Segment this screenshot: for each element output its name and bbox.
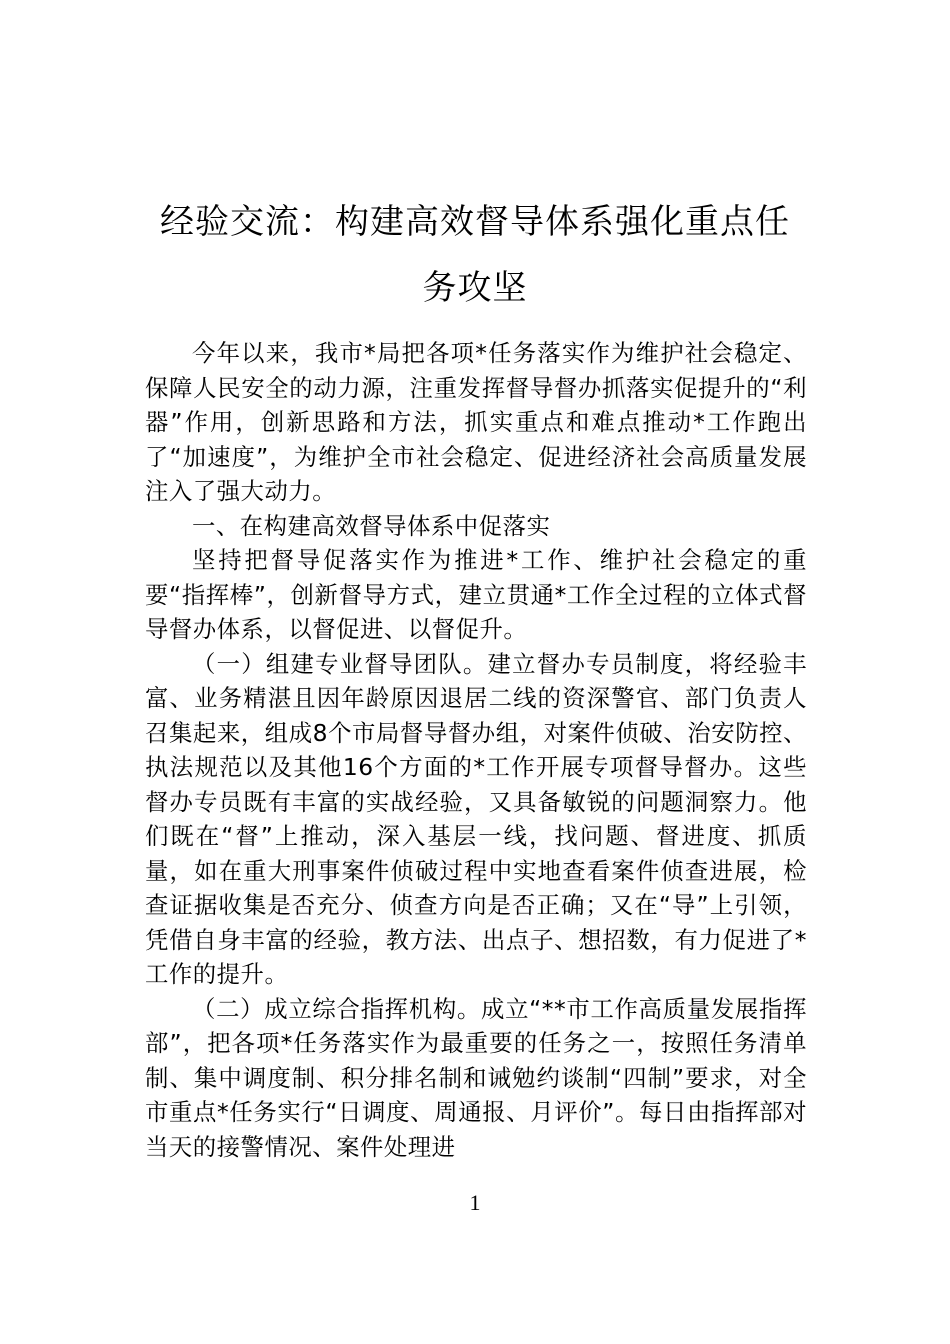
subsection-paragraph-1: （一）组建专业督导团队。建立督办专员制度，将经验丰富、业务精湛且因年龄原因退居二线的资深警官、部门负责人召集起来，组成8个市局督导督办组，对案件侦破、治安防控、执法规范以及其他16个方面的*工作开展专项督导督办。这些督办专员既有丰富的实战经验，又具备敏锐的问题洞察力。他们既在“督”上推动，深入基层一线，找问题、督进度、抓质量，如在重大刑事案件侦破过程中实地查看案件侦查进展，检查证据收集是否充分、侦查方向是否正确；又在“导”上引领，凭借自身丰富的经验，教方法、出点子、想招数，有力促进了*工作的提升。 bbox=[145, 649, 807, 988]
section-heading: 一、在构建高效督导体系中促落实 bbox=[192, 511, 551, 540]
document-body bbox=[145, 336, 807, 1164]
document-title: 经验交流：构建高效督导体系强化重点任务攻坚 bbox=[160, 201, 790, 308]
intro-paragraph: 今年以来，我市*局把各项*任务落实作为维护社会稳定、保障人民安全的动力源，注重发挥督导督办抓落实促提升的“利器”作用，创新思路和方法，抓实重点和难点推动*工作跑出了“加速度”，为维护全市社会稳定、促进经济社会高质量发展注入了强大动力。 bbox=[145, 339, 807, 505]
page-number: 1 bbox=[469, 1190, 481, 1215]
section-paragraph: 坚持把督导促落实作为推进*工作、维护社会稳定的重要“指挥棒”，创新督导方式，建立贯通*工作全过程的立体式督导督办体系，以督促进、以督促升。 bbox=[145, 546, 807, 643]
subsection-paragraph-2: （二）成立综合指挥机构。成立“**市工作高质量发展指挥部”，把各项*任务落实作为最重要的任务之一，按照任务清单制、集中调度制、积分排名制和诫勉约谈制“四制”要求，对全市重点*任务实行“日调度、周通报、月评价”。每日由指挥部对当天的接警情况、案件处理进 bbox=[145, 994, 807, 1161]
